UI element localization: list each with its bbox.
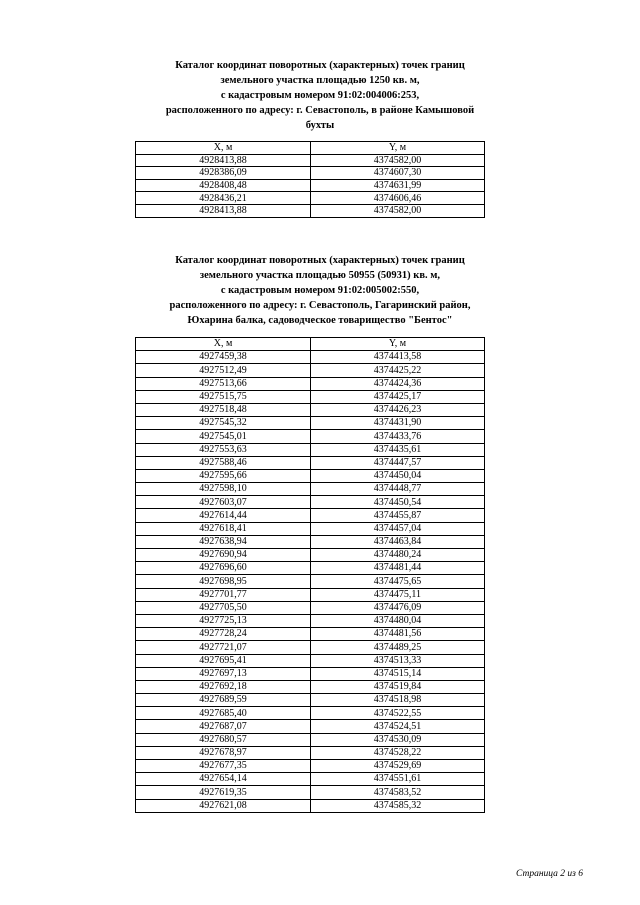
table-row	[136, 483, 485, 496]
table-row	[136, 377, 485, 390]
y-value-cell: 4374431,90	[311, 417, 485, 430]
x-value-cell: 4927680,57	[136, 733, 311, 746]
table-body	[136, 154, 485, 217]
x-value-cell: 4927728,24	[136, 628, 311, 641]
x-value-cell: 4927696,60	[136, 562, 311, 575]
y-value-cell: 4374518,98	[311, 694, 485, 707]
title-line: расположенного по адресу: г. Севастополь, в районе Камышовой	[165, 105, 475, 116]
y-value-cell: 4374447,57	[311, 456, 485, 469]
y-value-cell: 4374522,55	[311, 707, 485, 720]
x-value-cell: 4927459,38	[136, 351, 311, 364]
x-value-cell: 4927513,66	[136, 377, 311, 390]
x-value-cell: 4927614,44	[136, 509, 311, 522]
y-value-cell: 4374583,52	[311, 786, 485, 799]
y-value-cell: 4374582,00	[311, 204, 485, 217]
y-value-cell: 4374631,99	[311, 179, 485, 192]
table-row	[136, 733, 485, 746]
y-value-cell: 4374606,46	[311, 192, 485, 205]
table-row	[136, 654, 485, 667]
title-line: с кадастровым номером 91:02:005002:550,	[220, 285, 420, 296]
y-value-cell: 4374424,36	[311, 377, 485, 390]
table-row	[136, 588, 485, 601]
table-row	[136, 204, 485, 217]
table-row	[136, 773, 485, 786]
table-row	[136, 456, 485, 469]
x-value-cell: 4927595,66	[136, 469, 311, 482]
title-line: Каталог координат поворотных (характерных) точек границ	[175, 60, 465, 71]
table-row	[136, 746, 485, 759]
x-value-cell: 4927618,41	[136, 522, 311, 535]
table-row	[136, 720, 485, 733]
table-row	[136, 628, 485, 641]
column-header-y: Y, м	[311, 142, 485, 155]
table-row	[136, 549, 485, 562]
x-value-cell: 4927619,35	[136, 786, 311, 799]
table-row	[136, 694, 485, 707]
x-value-cell: 4927685,40	[136, 707, 311, 720]
x-value-cell: 4927687,07	[136, 720, 311, 733]
y-value-cell: 4374582,00	[311, 154, 485, 167]
x-value-cell: 4927725,13	[136, 614, 311, 627]
y-value-cell: 4374455,87	[311, 509, 485, 522]
y-value-cell: 4374450,54	[311, 496, 485, 509]
y-value-cell: 4374475,11	[311, 588, 485, 601]
coordinates-table-1	[135, 141, 485, 218]
catalog-title-1	[120, 58, 520, 133]
table-row	[136, 496, 485, 509]
x-value-cell: 4927689,59	[136, 694, 311, 707]
x-value-cell: 4927588,46	[136, 456, 311, 469]
y-value-cell: 4374481,44	[311, 562, 485, 575]
table-row	[136, 535, 485, 548]
table-row	[136, 575, 485, 588]
column-header-x: X, м	[136, 142, 311, 155]
table-body	[136, 351, 485, 813]
y-value-cell: 4374463,84	[311, 535, 485, 548]
table-row	[136, 192, 485, 205]
y-value-cell: 4374530,09	[311, 733, 485, 746]
x-value-cell: 4928413,88	[136, 204, 311, 217]
y-value-cell: 4374476,09	[311, 601, 485, 614]
y-value-cell: 4374425,17	[311, 390, 485, 403]
table-row	[136, 390, 485, 403]
y-value-cell: 4374515,14	[311, 667, 485, 680]
y-value-cell: 4374426,23	[311, 403, 485, 416]
title-line: бухты	[305, 120, 335, 131]
table-row	[136, 680, 485, 693]
table-row	[136, 760, 485, 773]
x-value-cell: 4927690,94	[136, 549, 311, 562]
y-value-cell: 4374433,76	[311, 430, 485, 443]
table-row	[136, 154, 485, 167]
column-header-x: X, м	[136, 338, 311, 351]
x-value-cell: 4927638,94	[136, 535, 311, 548]
y-value-cell: 4374513,33	[311, 654, 485, 667]
x-value-cell: 4927677,35	[136, 760, 311, 773]
y-value-cell: 4374413,58	[311, 351, 485, 364]
table-row	[136, 351, 485, 364]
y-value-cell: 4374481,56	[311, 628, 485, 641]
table-row	[136, 364, 485, 377]
y-value-cell: 4374585,32	[311, 799, 485, 812]
title-line: земельного участка площадью 1250 кв. м,	[220, 75, 420, 86]
y-value-cell: 4374435,61	[311, 443, 485, 456]
table-row	[136, 522, 485, 535]
table-row	[136, 179, 485, 192]
y-value-cell: 4374551,61	[311, 773, 485, 786]
y-value-cell: 4374480,04	[311, 614, 485, 627]
coordinates-table-2	[135, 337, 485, 813]
y-value-cell: 4374519,84	[311, 680, 485, 693]
x-value-cell: 4927515,75	[136, 390, 311, 403]
table-row	[136, 403, 485, 416]
title-line: Каталог координат поворотных (характерных) точек границ	[175, 255, 465, 266]
table-row	[136, 562, 485, 575]
y-value-cell: 4374425,22	[311, 364, 485, 377]
table-row	[136, 667, 485, 680]
table-row	[136, 601, 485, 614]
x-value-cell: 4927692,18	[136, 680, 311, 693]
x-value-cell: 4927603,07	[136, 496, 311, 509]
title-line: расположенного по адресу: г. Севастополь, Гагаринский район,	[169, 300, 471, 311]
x-value-cell: 4927518,48	[136, 403, 311, 416]
y-value-cell: 4374480,24	[311, 549, 485, 562]
table-header-row	[136, 338, 485, 351]
catalog-title-2	[120, 253, 520, 328]
table-row	[136, 614, 485, 627]
y-value-cell: 4374450,04	[311, 469, 485, 482]
x-value-cell: 4927512,49	[136, 364, 311, 377]
table-row	[136, 509, 485, 522]
y-value-cell: 4374475,65	[311, 575, 485, 588]
table-row	[136, 786, 485, 799]
y-value-cell: 4374524,51	[311, 720, 485, 733]
title-line: с кадастровым номером 91:02:004006:253,	[220, 90, 420, 101]
x-value-cell: 4927545,01	[136, 430, 311, 443]
table-row	[136, 469, 485, 482]
column-header-y: Y, м	[311, 338, 485, 351]
x-value-cell: 4928413,88	[136, 154, 311, 167]
x-value-cell: 4927705,50	[136, 601, 311, 614]
x-value-cell: 4927697,13	[136, 667, 311, 680]
table-row	[136, 641, 485, 654]
title-line: Юхарина балка, садоводческое товарищество "Бентос"	[187, 315, 453, 326]
table-row	[136, 799, 485, 812]
y-value-cell: 4374457,04	[311, 522, 485, 535]
x-value-cell: 4928436,21	[136, 192, 311, 205]
x-value-cell: 4927621,08	[136, 799, 311, 812]
table-header-row	[136, 142, 485, 155]
x-value-cell: 4927695,41	[136, 654, 311, 667]
x-value-cell: 4927721,07	[136, 641, 311, 654]
title-line: земельного участка площадью 50955 (50931) кв. м,	[199, 270, 441, 281]
y-value-cell: 4374528,22	[311, 746, 485, 759]
table-row	[136, 443, 485, 456]
x-value-cell: 4927598,10	[136, 483, 311, 496]
x-value-cell: 4927654,14	[136, 773, 311, 786]
table-row	[136, 430, 485, 443]
x-value-cell: 4928408,48	[136, 179, 311, 192]
y-value-cell: 4374607,30	[311, 167, 485, 180]
x-value-cell: 4927553,63	[136, 443, 311, 456]
page-number: Страница 2 из 6	[516, 869, 583, 879]
x-value-cell: 4927678,97	[136, 746, 311, 759]
x-value-cell: 4928386,09	[136, 167, 311, 180]
table-row	[136, 417, 485, 430]
table-row	[136, 707, 485, 720]
y-value-cell: 4374489,25	[311, 641, 485, 654]
x-value-cell: 4927545,32	[136, 417, 311, 430]
y-value-cell: 4374529,69	[311, 760, 485, 773]
table-row	[136, 167, 485, 180]
y-value-cell: 4374448,77	[311, 483, 485, 496]
x-value-cell: 4927701,77	[136, 588, 311, 601]
x-value-cell: 4927698,95	[136, 575, 311, 588]
